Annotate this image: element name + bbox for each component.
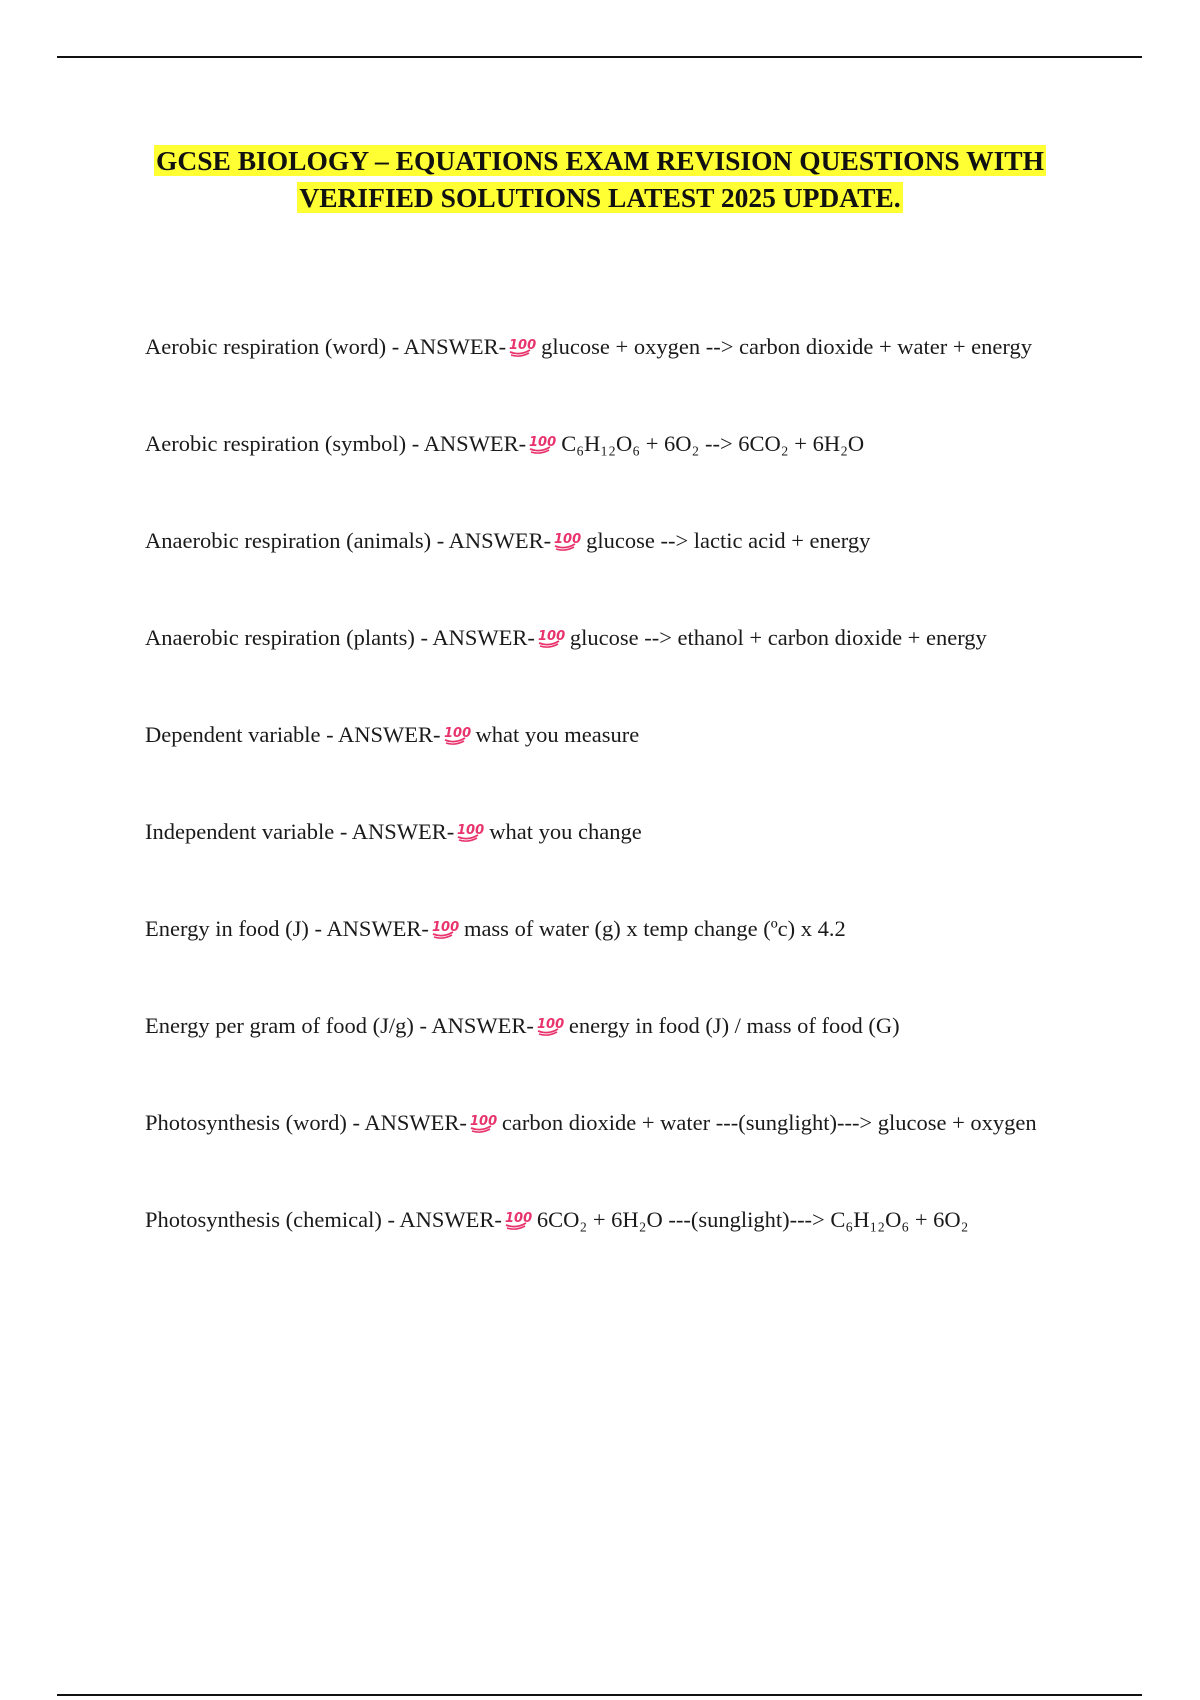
question-text: Anaerobic respiration (plants) - (145, 625, 433, 650)
question-text: Dependent variable - (145, 722, 339, 747)
answer-marker: ANSWER- (403, 334, 507, 359)
title-line-1: GCSE BIOLOGY – EQUATIONS EXAM REVISION QUESTIONS WITH (155, 145, 1045, 176)
svg-text:100: 100 (554, 532, 582, 547)
hundred-points-icon (528, 432, 557, 454)
answer-marker: ANSWER- (399, 1207, 502, 1232)
qa-item (145, 524, 1088, 557)
svg-text:100: 100 (431, 920, 460, 935)
svg-text:100: 100 (536, 1017, 565, 1032)
svg-text:100: 100 (509, 338, 537, 353)
answer-text: energy in food (J) / mass of food (G) (568, 1013, 900, 1038)
answer-marker: ANSWER- (448, 528, 552, 553)
answer-text: C₆H₁₂O₆ + 6O₂ --> 6CO₂ + 6H₂O (561, 431, 865, 456)
qa-item (145, 330, 1088, 363)
question-text: Energy in food (J) - (145, 916, 327, 941)
svg-text:100: 100 (457, 823, 485, 838)
question-text: Independent variable - (145, 819, 352, 844)
hundred-points-icon (431, 917, 460, 939)
answer-marker: ANSWER- (326, 916, 429, 941)
answer-marker: ANSWER- (351, 819, 455, 844)
answer-text: 6CO₂ + 6H₂O ---(sunglight)---> C₆H₁₂O₆ + 6O₂ (536, 1207, 969, 1232)
answer-text: glucose --> ethanol + carbon dioxide + energy (569, 625, 987, 650)
answer-marker: ANSWER- (364, 1110, 467, 1135)
header-rule (57, 56, 1142, 58)
question-text: Photosynthesis (chemical) - (145, 1207, 400, 1232)
qa-item (145, 621, 1088, 654)
hundred-points-icon (443, 723, 471, 745)
answer-marker: ANSWER- (431, 1013, 534, 1038)
answer-text: what you change (489, 819, 642, 844)
question-text: Energy per gram of food (J/g) - (145, 1013, 432, 1038)
footer-rule (57, 1694, 1142, 1696)
qa-item (145, 1106, 1088, 1139)
document-title (100, 142, 1100, 216)
question-text: Photosynthesis (word) - (145, 1110, 365, 1135)
hundred-points-icon (456, 820, 485, 842)
answer-marker: ANSWER- (338, 722, 441, 747)
qa-item (145, 912, 1088, 945)
qa-item (145, 1203, 1088, 1236)
qa-list (145, 330, 1088, 1300)
answer-marker: ANSWER- (423, 431, 527, 456)
question-text: Aerobic respiration (symbol) - (145, 431, 424, 456)
answer-text: mass of water (g) x temp change (ºc) x 4.2 (463, 916, 846, 941)
question-text: Anaerobic respiration (animals) - (145, 528, 449, 553)
svg-text:100: 100 (537, 629, 566, 644)
answer-text: carbon dioxide + water ---(sunglight)---> glucose + oxygen (501, 1110, 1037, 1135)
answer-text: glucose + oxygen --> carbon dioxide + water + energy (541, 334, 1032, 359)
hundred-points-icon (536, 1014, 565, 1036)
hundred-points-icon (504, 1208, 532, 1230)
qa-item (145, 427, 1088, 460)
qa-item (145, 718, 1088, 751)
title-line-2: VERIFIED SOLUTIONS LATEST 2025 UPDATE. (299, 182, 901, 213)
svg-text:100: 100 (529, 435, 557, 450)
svg-text:100: 100 (469, 1114, 498, 1129)
hundred-points-icon (537, 626, 566, 648)
answer-text: what you measure (475, 722, 640, 747)
qa-item (145, 815, 1088, 848)
answer-text: glucose --> lactic acid + energy (586, 528, 871, 553)
hundred-points-icon (553, 529, 582, 551)
qa-item (145, 1009, 1088, 1042)
svg-text:100: 100 (504, 1211, 532, 1226)
hundred-points-icon (508, 335, 537, 357)
answer-marker: ANSWER- (432, 625, 535, 650)
question-text: Aerobic respiration (word) - (145, 334, 404, 359)
hundred-points-icon (469, 1111, 498, 1133)
svg-text:100: 100 (443, 726, 471, 741)
